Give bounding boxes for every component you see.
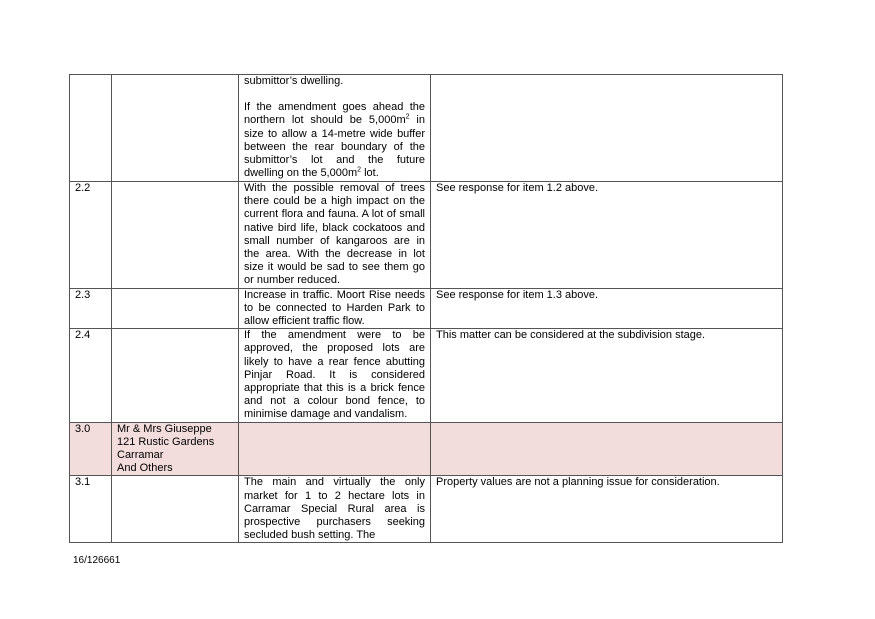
submission-cell: The main and virtually the only market for 1 to 2 hectare lots in Carramar Special Rural area is prospective purchasers seeking secluded bush setting. The (239, 476, 431, 543)
submission-cell: If the amendment were to be approved, the proposed lots are likely to have a rear fence abutting Pinjar Road. It is considered appropriate that this is a brick fence and not a colour bond fence, to minimise damage and vandalism. (239, 329, 431, 422)
submitter-cell (112, 75, 239, 182)
submission-paragraph: submittor’s dwelling. (244, 75, 344, 87)
submission-cell (239, 75, 431, 182)
item-number: 2.2 (70, 182, 112, 289)
response-cell: See response for item 1.3 above. (431, 288, 783, 329)
table-row (70, 329, 783, 422)
response-cell: This matter can be considered at the subdivision stage. (431, 329, 783, 422)
submission-cell: Increase in traffic. Moort Rise needs to be connected to Harden Park to allow efficient traffic flow. (239, 288, 431, 329)
submissions-table (69, 74, 783, 543)
submitter-suburb: Carramar (117, 449, 164, 462)
item-number: 2.4 (70, 329, 112, 422)
submitter-name: Mr & Mrs Giuseppe (117, 422, 212, 435)
table-row (70, 182, 783, 289)
item-number (70, 75, 112, 182)
response-cell: See response for item 1.2 above. (431, 182, 783, 289)
table-row-highlighted (70, 422, 783, 476)
table-row (70, 476, 783, 543)
item-number: 2.3 (70, 288, 112, 329)
submitter-cell (112, 422, 239, 476)
table-row (70, 288, 783, 329)
submission-paragraph: If the amendment goes ahead the northern lot should be $5,000m^2$ in size to allow a 14-metre wide buffer between the rear boundary of the submittor’s lot and the future dwelling on the $5,000m^2$ lot. (244, 101, 425, 180)
submitter-cell (112, 288, 239, 329)
document-reference: 16/126661 (73, 555, 121, 566)
response-cell: Property values are not a planning issue for consideration. (431, 476, 783, 543)
submitter-address: 121 Rustic Gardens (117, 435, 215, 448)
submitter-cell (112, 182, 239, 289)
submission-cell (239, 422, 431, 476)
submission-cell: With the possible removal of trees there could be a high impact on the current flora and fauna. A lot of small native bird life, black cockatoos and small number of kangaroos are in the area. With the decrease in lot size it would be sad to see them go or number reduced. (239, 182, 431, 289)
response-cell (431, 75, 783, 182)
submitter-others: And Others (117, 462, 173, 475)
submitter-cell (112, 476, 239, 543)
table-row (70, 75, 783, 182)
submitter-cell (112, 329, 239, 422)
response-cell (431, 422, 783, 476)
item-number: 3.1 (70, 476, 112, 543)
item-number: 3.0 (70, 422, 112, 476)
